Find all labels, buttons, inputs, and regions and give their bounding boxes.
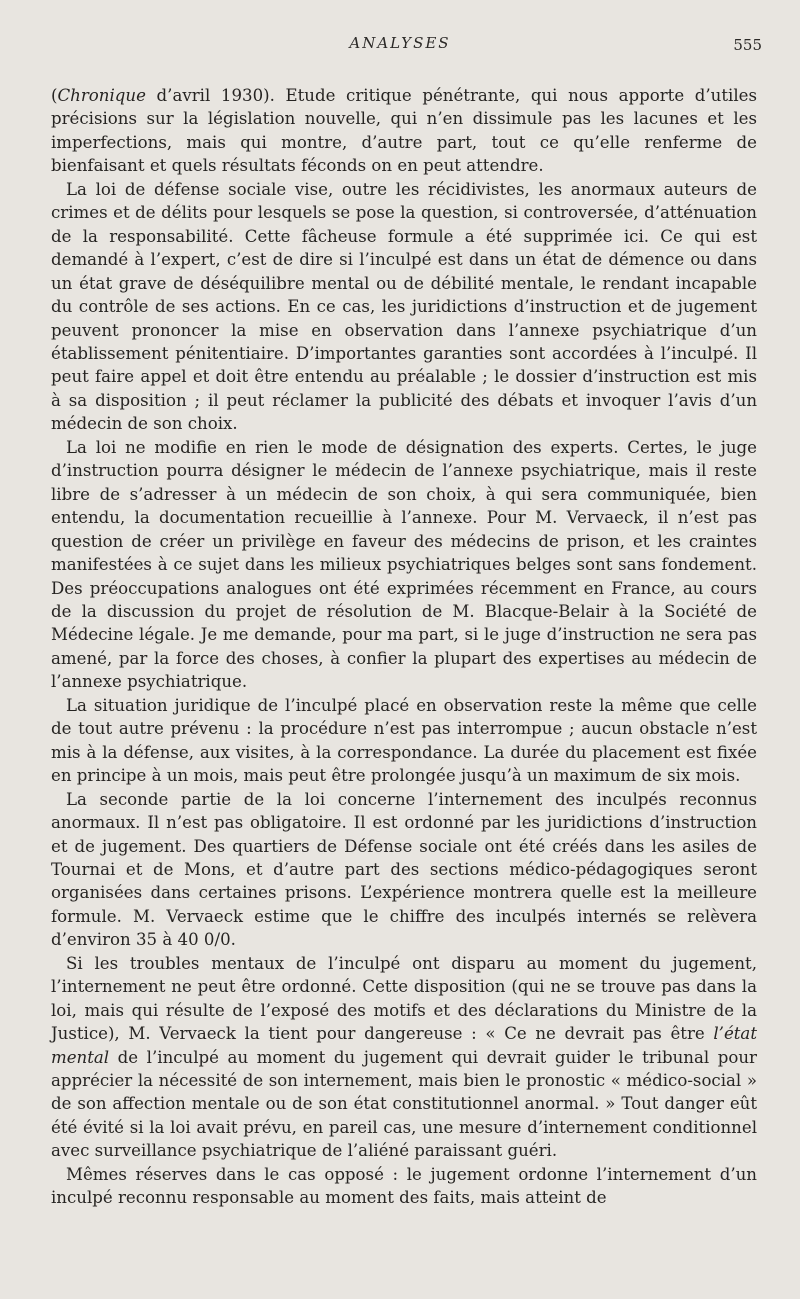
running-head <box>0 34 800 58</box>
text-run: de l’inculpé au moment du jugement qui devrait guider le tribunal pour apprécier la nécessité de son internement, mais bien le pronostic « médico-social » de son affection mentale ou de son état constitutionnel anormal. » Tout danger eût été évité si la loi avait prévu, en pareil cas, une mesure d’internement conditionnel avec surveillance psychiatrique de l’aliéné paraissant guéri. <box>51 1047 757 1161</box>
text-run: La seconde partie de la loi concerne l’internement des inculpés reconnus anormaux. Il n’est pas obligatoire. Il est ordonné par les juridictions d’instruction et de jugement. Des quartiers de Défense sociale ont été créés dans les asiles de Tournai et de Mons, et d’autre part des sections médico-pédagogiques seront organisées dans certaines prisons. L’expérience montrera quelle est la meilleure formule. M. Vervaeck estime que le chiffre des inculpés internés se relèvera d’environ 35 à 40 0/0. <box>51 789 757 950</box>
italic-run: Chronique <box>57 86 146 105</box>
text-run: Si les troubles mentaux de l’inculpé ont disparu au moment du jugement, l’internement ne peut être ordonné. Cette disposition (qui ne se trouve pas dans la loi, mais qui résulte de l’exposé des motifs et des déclarations du Ministre de la Justice), M. Vervaeck la tient pour dangereuse : « Ce ne devrait pas être <box>51 953 757 1044</box>
paragraph <box>51 84 757 178</box>
text-run: d’avril 1930). Etude critique pénétrante, qui nous apporte d’utiles précisions sur la législation nouvelle, qui n’en dissimule pas les lacunes et les imperfections, mais qui montre, d’autre part, tout ce qu’elle renferme de bienfaisant et quels résultats féconds on en peut attendre. <box>51 86 757 176</box>
paragraph <box>51 436 757 694</box>
paragraph <box>51 1163 757 1210</box>
paragraph <box>51 694 757 788</box>
body-text <box>51 84 757 1210</box>
text-run: La loi ne modifie en rien le mode de désignation des experts. Certes, le juge d’instruction pourra désigner le médecin de l’annexe psychiatrique, mais il reste libre de s’adresser à un médecin de son choix, à qui sera communiquée, bien entendu, la documentation recueillie à l’annexe. Pour M. Vervaeck, il n’est pas question de créer un privilège en faveur des médecins de prison, et les craintes manifestées à ce sujet dans les milieux psychiatriques belges sont sans fondement. Des préoccupations analogues ont été exprimées récemment en France, au cours de la discussion du projet de résolution de M. Blacque-Belair à la Société de Médecine légale. Je me demande, pour ma part, si le juge d’instruction ne sera pas amené, par la force des choses, à confier la plupart des expertises au médecin de l’annexe psychiatrique. <box>51 437 757 692</box>
paragraph <box>51 952 757 1163</box>
text-run: La situation juridique de l’inculpé placé en observation reste la même que celle de tout autre prévenu : la procédure n’est pas interrompue ; aucun obstacle n’est mis à la défense, aux visites, à la correspondance. La durée du placement est fixée en principe à un mois, mais peut être prolongée jusqu’à un maximum de six mois. <box>51 695 757 786</box>
paragraph <box>51 178 757 436</box>
italic-run: l’état mental <box>51 1024 757 1067</box>
paragraph <box>51 788 757 952</box>
text-run: ( <box>51 86 58 105</box>
running-head-title: ANALYSES <box>349 34 451 52</box>
text-run: Mêmes réserves dans le cas opposé : le jugement ordonne l’internement d’un inculpé reconnu responsable au moment des faits, mais atteint de <box>51 1164 757 1208</box>
text-run: La loi de défense sociale vise, outre les récidivistes, les anormaux auteurs de crimes et de délits pour lesquels se pose la question, si controversée, d’atténuation de la responsabilité. Cette fâcheuse formule a été supprimée ici. Ce qui est demandé à l’expert, c’est de dire si l’inculpé est dans un état de démence ou dans un état grave de déséquilibre mental ou de débilité mentale, le rendant incapable du contrôle de ses actions. En ce cas, les juridictions d’instruction et de jugement peuvent prononcer la mise en observation dans l’annexe psychiatrique d’un établissement pénitentiaire. D’importantes garanties sont accordées à l’inculpé. Il peut faire appel et doit être entendu au préalable ; le dossier d’instruction est mis à sa disposition ; il peut réclamer la publicité des débats et invoquer l’avis d’un médecin de son choix. <box>51 179 757 434</box>
page-number: 555 <box>733 36 762 54</box>
